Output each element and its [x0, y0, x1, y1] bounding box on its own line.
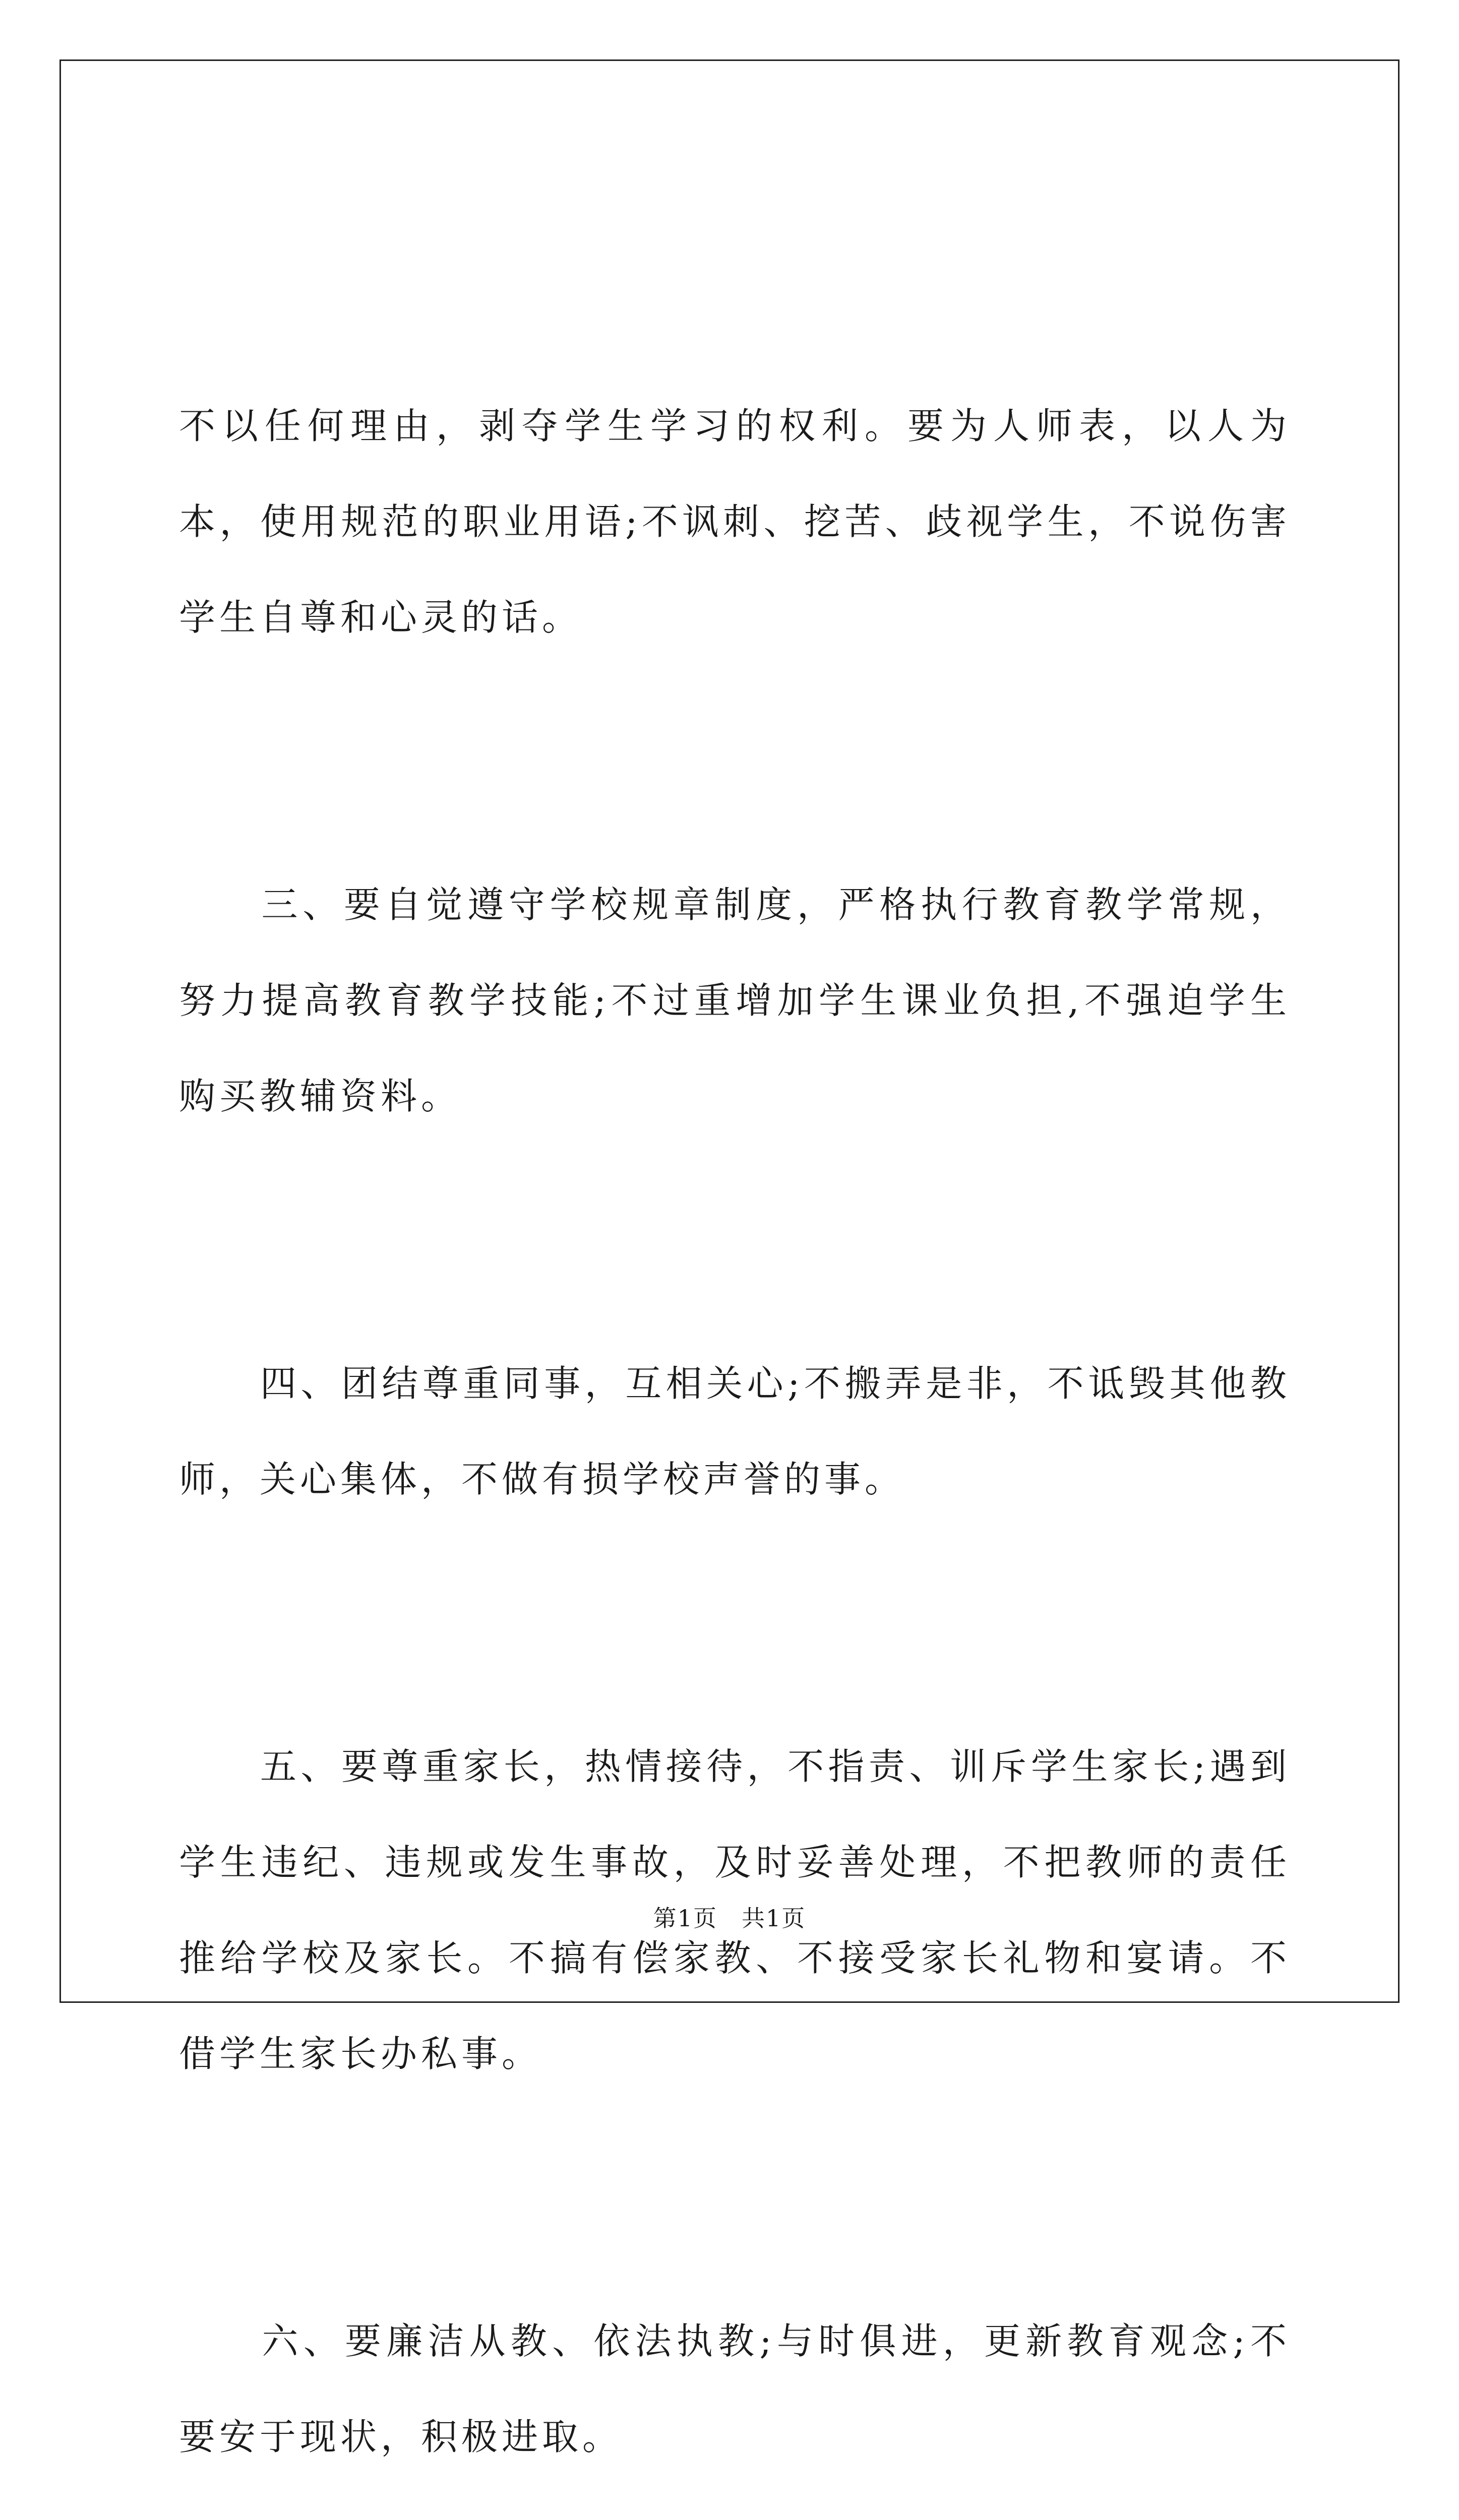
paragraph-4: 五、要尊重家长，热情接待，不指责、训斥学生家长;遇到学生违纪、违规或发生事故，及时妥善处理，不把教师的责任推给学校及家长。不搞有偿家教、不接受家长礼物和宴请。不借学生家长办私事。: [179, 1745, 1291, 2075]
paragraph-2: 三、要自觉遵守学校规章制度，严格执行教育教学常规，努力提高教育教学技能;不过重增加学生课业负担,不强迫学生购买教辅资料。: [179, 884, 1291, 1117]
page-footer: 第1页 共1页: [653, 1905, 806, 1932]
paragraph-1: 不以任何理由，剥夺学生学习的权利。要为人师表，以人为本，使用规范的职业用语;不讽刺、挖苦、歧视学生，不说伤害学生自尊和心灵的话。: [179, 405, 1291, 639]
paragraph-5: 六、要廉洁从教、依法执教;与时俱进，更新教育观念;不要安于现状，积极进取。: [179, 2320, 1291, 2458]
paragraph-3: 四、团结尊重同事，互相关心;不搬弄是非，不诋毁其他教师，关心集体，不做有损学校声誉的事。: [179, 1362, 1291, 1500]
document-body: [179, 186, 1291, 2520]
